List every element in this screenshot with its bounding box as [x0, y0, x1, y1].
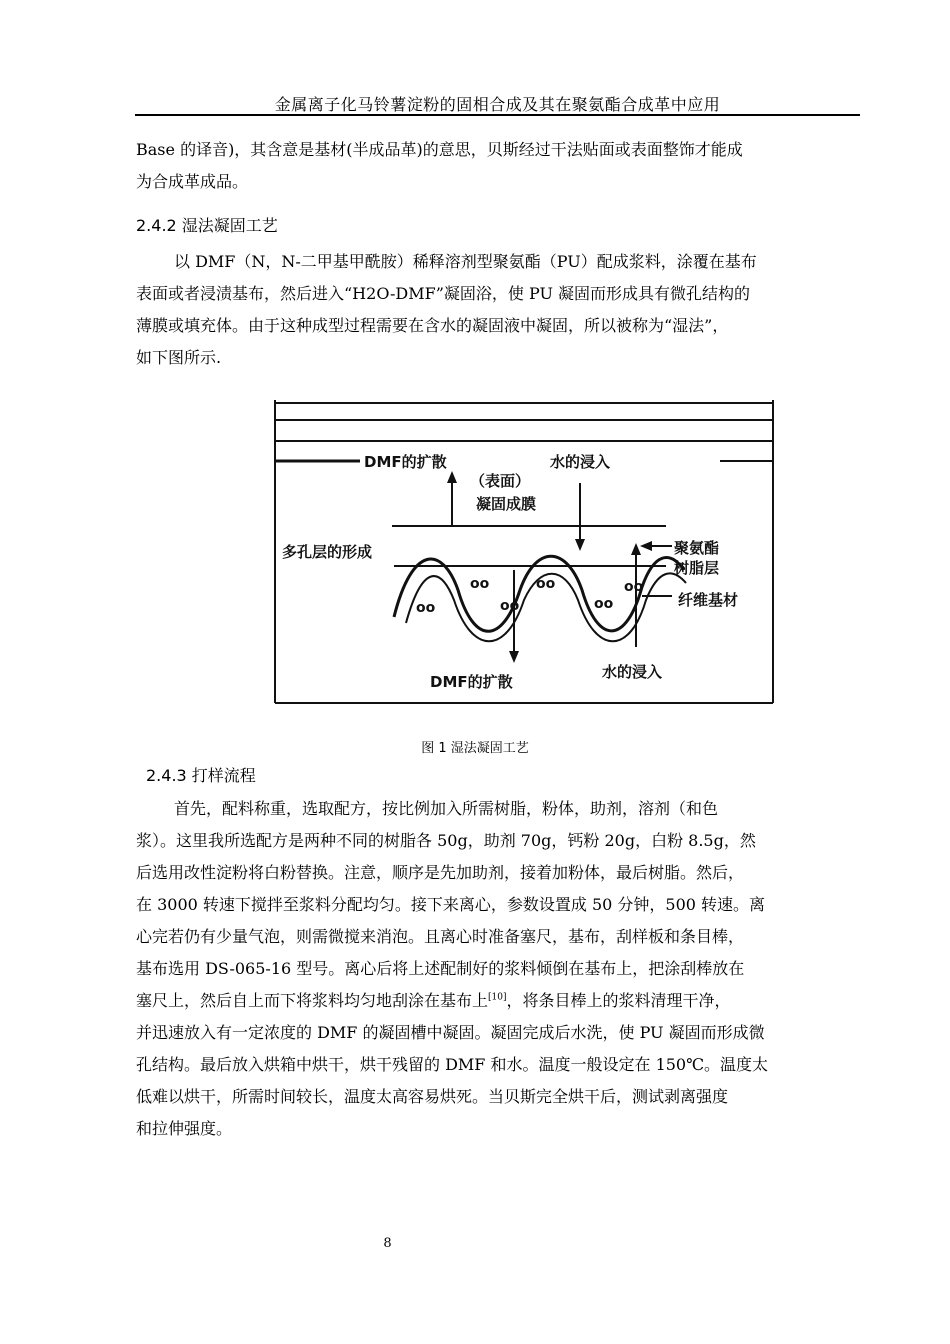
wet-coagulation-figure	[274, 395, 774, 707]
paragraph-line: 首先，配料称重，选取配方，按比例加入所需树脂，粉体，助剂，溶剂（和色	[174, 799, 719, 818]
section-heading-2-4-2: 2.4.2 湿法凝固工艺	[136, 216, 278, 235]
pore-symbol: oo	[624, 579, 644, 595]
label-pu-resin-line1: 聚氨酯	[674, 539, 720, 557]
pore-symbol: oo	[536, 576, 556, 592]
sampling-process-paragraph	[136, 793, 860, 1145]
pore-symbol: oo	[416, 600, 436, 616]
label-water-infiltration-top: 水的浸入	[550, 453, 611, 471]
label-porous-layer: 多孔层的形成	[282, 543, 373, 561]
label-surface: （表面）	[470, 472, 531, 490]
label-water-infiltration-bottom: 水的浸入	[602, 663, 663, 681]
section-heading-2-4-3: 2.4.3 打样流程	[146, 766, 256, 785]
paragraph-line: 如下图所示.	[136, 348, 222, 367]
paragraph-line: 以 DMF（N，N-二甲基甲酰胺）稀释溶剂型聚氨酯（PU）配成浆料，涂覆在基布	[174, 252, 757, 271]
intro-paragraph	[136, 134, 860, 198]
text-fragment: ，将条目棒上的浆料清理干净，	[506, 991, 731, 1010]
paragraph-line: 孔结构。最后放入烘箱中烘干，烘干残留的 DMF 和水。温度一般设定在 150℃。温度太	[136, 1055, 769, 1074]
paragraph-line: Base 的译音)，其含意是基材(半成品革)的意思，贝斯经过干法贴面或表面整饰才能成	[136, 140, 743, 159]
paragraph-line: 薄膜或填充体。由于这种成型过程需要在含水的凝固液中凝固，所以被称为“湿法”，	[136, 316, 729, 335]
pore-symbol: oo	[470, 576, 490, 592]
label-fiber-substrate: 纤维基材	[678, 591, 739, 609]
label-dmf-diffusion-bottom: DMF的扩散	[430, 673, 513, 691]
citation-ref[interactable]: [10]	[488, 992, 507, 1003]
figure-caption: 图 1 湿法凝固工艺	[421, 741, 529, 756]
paragraph-line: 并迅速放入有一定浓度的 DMF 的凝固槽中凝固。凝固完成后水洗，使 PU 凝固而形成微	[136, 1023, 765, 1042]
text-fragment: 塞尺上，然后自上而下将浆料均匀地刮涂在基布上	[136, 991, 489, 1010]
paragraph-line-with-citation	[136, 985, 860, 1017]
label-dmf-diffusion-top: DMF的扩散	[364, 453, 447, 471]
wet-process-paragraph	[136, 246, 860, 374]
pore-symbol: oo	[500, 598, 520, 614]
pore-symbol: oo	[594, 596, 614, 612]
header-rule	[135, 114, 860, 116]
paragraph-line: 后选用改性淀粉将白粉替换。注意，顺序是先加助剂，接着加粉体，最后树脂。然后，	[136, 863, 745, 882]
paragraph-line: 低难以烘干，所需时间较长，温度太高容易烘死。当贝斯完全烘干后，测试剥离强度	[136, 1087, 729, 1106]
paragraph-line: 和拉伸强度。	[136, 1119, 233, 1138]
paragraph-line: 心完若仍有少量气泡，则需微搅来消泡。且离心时准备塞尺，基布，刮样板和条目棒，	[136, 927, 745, 946]
paragraph-line: 为合成革成品。	[136, 172, 249, 191]
paragraph-line: 浆）。这里我所选配方是两种不同的树脂各 50g，助剂 70g，钙粉 20g，白粉 8.5g，然	[136, 831, 756, 850]
label-pu-resin-line2: 树脂层	[674, 559, 720, 577]
paragraph-line: 在 3000 转速下搅拌至浆料分配均匀。接下来离心，参数设置成 50 分钟，500 转速。离	[136, 895, 766, 914]
paragraph-line: 表面或者浸渍基布，然后进入“H2O-DMF”凝固浴，使 PU 凝固而形成具有微孔结构的	[136, 284, 751, 303]
page-number: 8	[383, 1236, 392, 1251]
label-surface-film: 凝固成膜	[476, 495, 537, 513]
running-header: 金属离子化马铃薯淀粉的固相合成及其在聚氨酯合成革中应用	[274, 95, 721, 114]
paragraph-line: 基布选用 DS-065-16 型号。离心后将上述配制好的浆料倾倒在基布上，把涂刮棒放在	[136, 959, 745, 978]
